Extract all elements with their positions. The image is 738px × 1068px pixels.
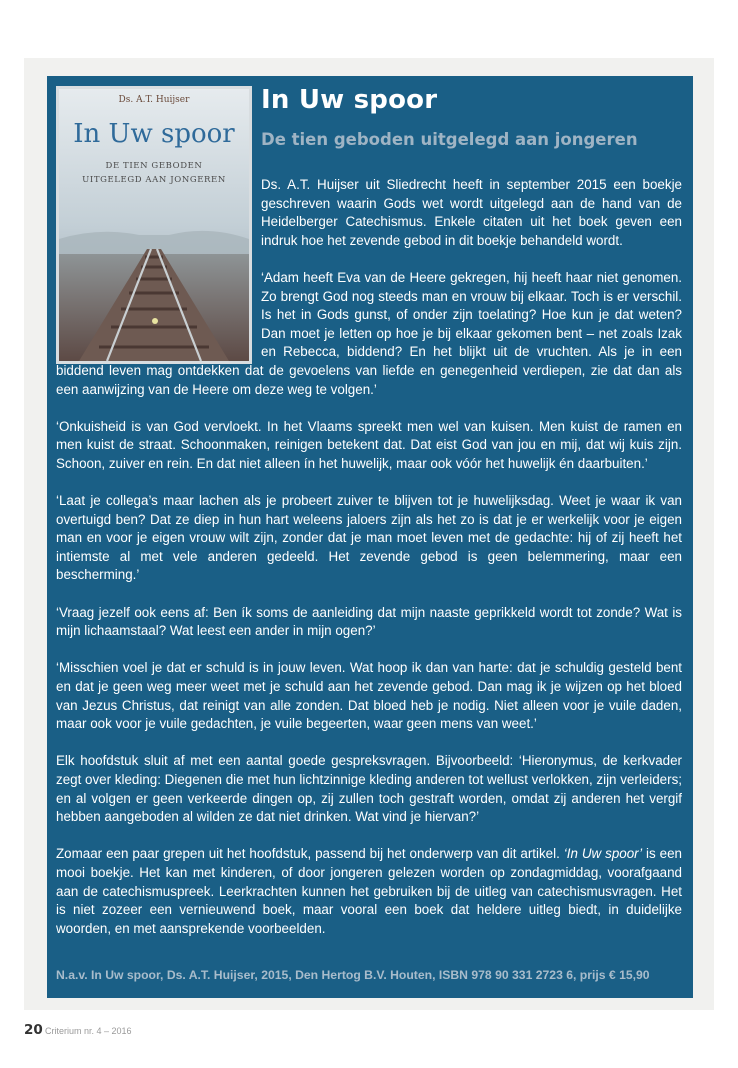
conclusion-after: is een mooi boekje. Het kan met kinderen, of door jongeren gelezen worden op zondagmiddag, voorafgaand aan de catechismuspreek. Leerkrachten kunnen het gebruiken bij de uitleg van catechismusvragen. Het is niet zozeer een vernieuwend boek, maar vooral een boek dat heldere uitleg biedt, in duidelijke woorden, en met aansprekende voorbeelden. [56, 846, 683, 936]
page-number: 20 [24, 1022, 43, 1038]
paragraph-questions: Elk hoofdstuk sluit af met een aantal goede gespreksvragen. Bijvoorbeeld: ‘Hieronymus, de kerkvader zegt over kleding: Diegenen die met hun lichtzinnige kleding anderen tot wellust verlokken, zijn verleiders; en al volgen er geen verkeerde dingen op, zij zullen toch gestraft worden, omdat zij anderen het vergif hebben aangeboden al wilden ze dat niet drinken. Wat vind je hiervan?’ [56, 753, 682, 825]
paragraph-quote-3: ‘Laat je collega’s maar lachen als je probeert zuiver te blijven tot je huwelijksdag. Weet je waar ik van overtuigd ben? Dat ze diep in hun hart weleens jaloers zijn als het zo is dat je er werkelijk voor je eigen man en voor je eigen vrouw wilt zijn, zonder dat je man moet leven met de gedachte: hij of zij heeft het intiemste al met vele anderen gedeeld. Het zevende gebod is geen belemmering, maar een bescherming.’ [56, 493, 682, 583]
article-title: In Uw spoor [261, 85, 438, 115]
cover-title: In Uw spoor [73, 119, 235, 149]
paragraph-quote-4: ‘Vraag jezelf ook eens af: Ben ík soms de aanleiding dat mijn naaste geprikkeld wordt tot zonde? Wat is mijn lichaamstaal? Wat leest een ander in mijn ogen?’ [56, 604, 682, 639]
magazine-issue: Criterium nr. 4 – 2016 [45, 1026, 132, 1036]
article-body [56, 176, 682, 957]
paragraph-quote-5: ‘Misschien voel je dat er schuld is in jouw leven. Wat hoop ik dan van harte: dat je schuldig gesteld bent en dat je geen weg meer weet met je schuld aan het zevende gebod. Dan mag ik je wijzen op het bloed van Jezus Christus, dat reinigt van alle zonden. Dat bloed heb je nodig. Niet alleen voor je vuile daden, maar ook voor je vuile gedachten, je vuile begeerten, waar geen mens van weet.’ [56, 660, 682, 732]
article-subtitle: De tien geboden uitgelegd aan jongeren [261, 130, 638, 149]
article-panel [47, 76, 693, 998]
paragraph-conclusion [56, 845, 682, 938]
book-reference: N.a.v. In Uw spoor, Ds. A.T. Huijser, 2015, Den Hertog B.V. Houten, ISBN 978 90 331 2723 6, prijs € 15,90 [56, 968, 650, 982]
paragraph-quote-1: ‘Adam heeft Eva van de Heere gekregen, hij heeft haar niet genomen. Zo brengt God nog steeds man en vrouw bij elkaar. Toch is er verschil. Is het in Gods gunst, of onder zijn toelating? Hoe kun je dat weten? Dan moet je letten op hoe je bij elkaar gekomen bent – net zoals Izak en Rebecca, biddend? En het blijkt uit de vruchten. Als je in een biddend leven mag ontdekken dat de gevoelens van liefde en genegenheid verdiepen, zie dat dan als een aanwijzing van de Heere om deze weg te volgen.’ [56, 269, 682, 397]
cover-subtitle-line1: DE TIEN GEBODEN [105, 161, 203, 171]
paragraph-quote-2: ‘Onkuisheid is van God vervloekt. In het Vlaams spreekt men wel van kuisen. Men kuist de ramen en men kuist de straat. Schoonmaken, reinigen betekent dat. Dat eist God van jou en mij, dat wij kuis zijn. Schoon, zuiver en rein. En dat niet alleen ín het huwelijk, maar ook vóór het huwelijk én daarbuiten.’ [56, 418, 682, 471]
conclusion-book-title: ‘In Uw spoor’ [563, 846, 643, 862]
conclusion-before: Zomaar een paar grepen uit het hoofdstuk, passend bij het onderwerp van dit artikel. [56, 846, 564, 862]
cover-author: Ds. A.T. Huijser [118, 95, 190, 105]
cover-subtitle-line2: UITGELEGD AAN JONGEREN [82, 175, 226, 185]
paragraph-intro: Ds. A.T. Huijser uit Sliedrecht heeft in september 2015 een boekje geschreven waarin Gods wet wordt uitgelegd aan de hand van de Heidelberger Catechismus. Enkele citaten uit het boek geven een indruk hoe het zevende gebod in dit boekje behandeld wordt. [261, 177, 682, 248]
